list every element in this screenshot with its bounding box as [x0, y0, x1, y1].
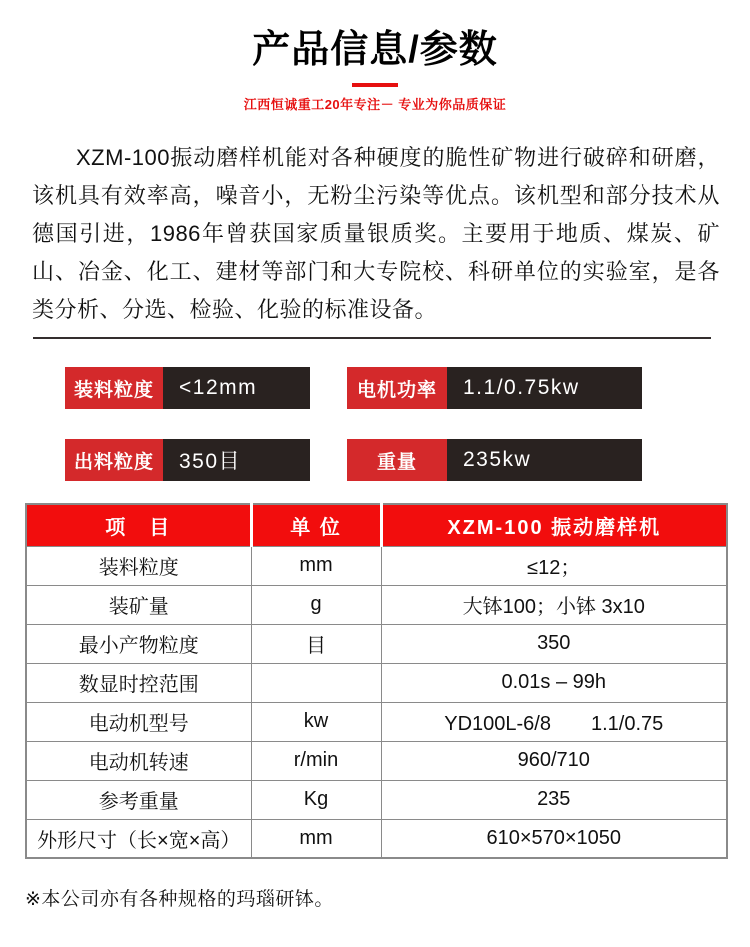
- table-cell: 大钵100；小钵 3x10: [381, 585, 727, 624]
- table-cell: 参考重量: [26, 780, 251, 819]
- table-cell: 装料粒度: [26, 546, 251, 585]
- page-title: 产品信息/参数: [252, 29, 498, 71]
- header: [0, 0, 750, 113]
- badge-weight: [347, 439, 642, 481]
- table-cell: 235: [381, 780, 727, 819]
- page-subtitle: 江西恒诚重工20年专注－ 专业为你品质保证: [243, 97, 507, 112]
- table-cell: r/min: [251, 741, 381, 780]
- table-row: [26, 819, 727, 858]
- header-item: 项 目: [26, 504, 251, 546]
- badge-value: <12mm: [163, 367, 310, 409]
- table-cell: 外形尺寸（长×宽×高）: [26, 819, 251, 858]
- table-row: [26, 585, 727, 624]
- badge-label: 出料粒度: [65, 439, 163, 481]
- table-cell: 350: [381, 624, 727, 663]
- table-cell: g: [251, 585, 381, 624]
- table-cell: kw: [251, 702, 381, 741]
- table-row: [26, 702, 727, 741]
- table-row: [26, 624, 727, 663]
- table-cell: Kg: [251, 780, 381, 819]
- spec-badges: [0, 367, 750, 481]
- badge-label: 装料粒度: [65, 367, 163, 409]
- table-cell: 610×570×1050: [381, 819, 727, 858]
- badge-label: 电机功率: [347, 367, 447, 409]
- badge-output-size: [65, 439, 310, 481]
- table-cell: mm: [251, 819, 381, 858]
- product-description: XZM-100振动磨样机能对各种硬度的脆性矿物进行破碎和研磨，该机具有效率高，噪音小，无粉尘污染等优点。该机型和部分技术从德国引进，1986年曾获国家质量银质奖。主要用于地质、煤炭、矿山、冶金、化工、建材等部门和大专院校、科研单位的实验室，是各类分析、分选、检验、化验的标准设备。: [32, 145, 720, 322]
- table-cell: 960/710: [381, 741, 727, 780]
- table-row: [26, 780, 727, 819]
- badge-motor-power: [347, 367, 642, 409]
- badge-label: 重量: [347, 439, 447, 481]
- table-cell: 最小产物粒度: [26, 624, 251, 663]
- badge-value: 235kw: [447, 439, 642, 481]
- table-cell: 电动机型号: [26, 702, 251, 741]
- table-cell: 数显时控范围: [26, 663, 251, 702]
- table-cell: ≤12；: [381, 546, 727, 585]
- badge-value: 350目: [163, 439, 310, 481]
- table-cell: 目: [251, 624, 381, 663]
- table-cell: YD100L-6/8 1.1/0.75: [381, 702, 727, 741]
- table-cell: 电动机转速: [26, 741, 251, 780]
- footnote: ※本公司亦有各种规格的玛瑙研钵。: [25, 889, 334, 910]
- table-row: [26, 663, 727, 702]
- table-cell: mm: [251, 546, 381, 585]
- spec-table: [25, 503, 728, 859]
- title-underline: [352, 83, 398, 87]
- badge-feed-size: [65, 367, 310, 409]
- header-model: XZM-100 振动磨样机: [381, 504, 727, 546]
- table-header-row: [26, 504, 727, 546]
- table-row: [26, 741, 727, 780]
- badge-value: 1.1/0.75kw: [447, 367, 642, 409]
- table-row: [26, 546, 727, 585]
- table-cell: 0.01s – 99h: [381, 663, 727, 702]
- table-cell: 装矿量: [26, 585, 251, 624]
- header-unit: 单 位: [251, 504, 381, 546]
- table-cell: [251, 663, 381, 702]
- section-divider: [33, 337, 711, 339]
